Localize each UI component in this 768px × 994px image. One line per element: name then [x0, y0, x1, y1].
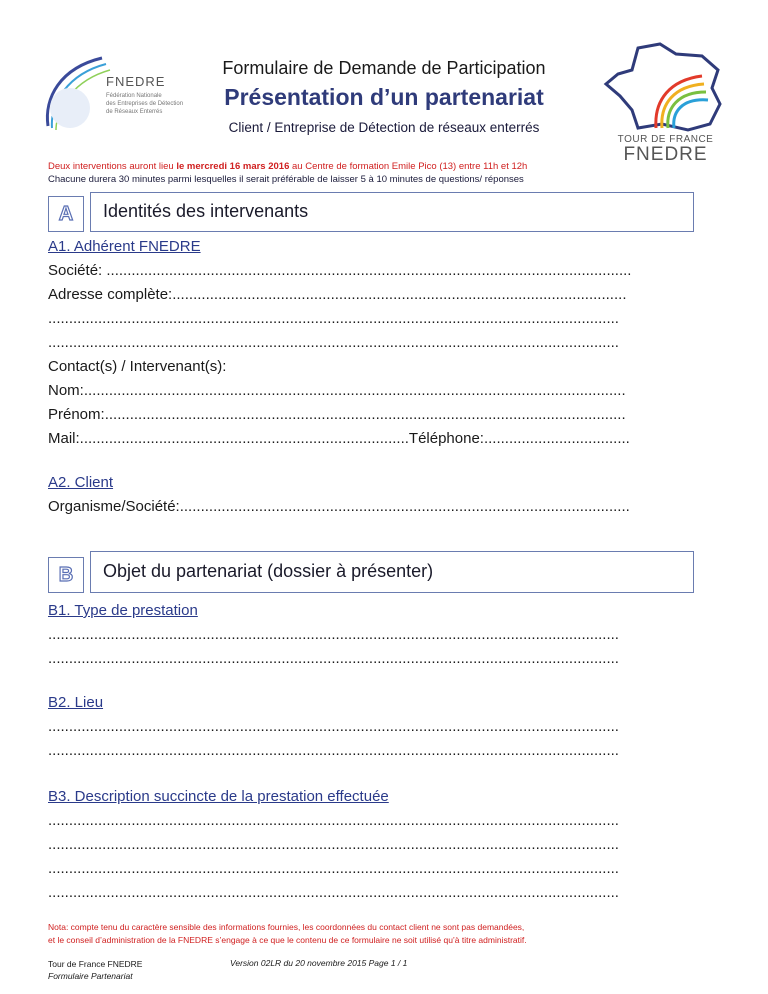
b3-line-2[interactable]: .........................................................................................................................................: [48, 836, 619, 853]
footer-version: Version 02LR du 20 novembre 2015 Page 1 / 1: [230, 958, 408, 968]
b3-line-3[interactable]: .........................................................................................................................................: [48, 860, 619, 877]
b1-line-2[interactable]: .........................................................................................................................................: [48, 650, 619, 667]
adresse-line-3[interactable]: .........................................................................................................................................: [48, 334, 619, 351]
adresse-line-2[interactable]: .........................................................................................................................................: [48, 310, 619, 327]
logo-tagline: Fédération Nationale des Entreprises de Détection de Réseaux Enterrés: [106, 93, 184, 115]
section-a-letter: A: [48, 196, 84, 232]
event-notice: Deux interventions auront lieu le mercredi 16 mars 2016 au Centre de formation Emile Pico (13) entre 11h et 12h Chacune durera 30 minutes parmi lesquelles il serait préférable de laisser 5 à 10 minutes de questions/ réponses: [48, 161, 528, 185]
b1-line-1[interactable]: .........................................................................................................................................: [48, 626, 619, 643]
footer-doc: Formulaire Partenariat: [48, 971, 133, 981]
confidentiality-note: Nota: compte tenu du caractère sensible des informations fournies, les coordonnées du contact client ne sont pas demandées, et le conseil d’administration de la FNEDRE s’engage à ce que le contenu de ce formulaire ne soit utilisé qu’à titre administratif.: [48, 922, 527, 945]
logo-line-2: FNEDRE: [623, 144, 708, 165]
b2-line-1[interactable]: .........................................................................................................................................: [48, 718, 619, 735]
b3-line-1[interactable]: .........................................................................................................................................: [48, 812, 619, 829]
b3-heading: B3. Description succincte de la prestation effectuée: [48, 788, 389, 805]
footer-left: [48, 958, 142, 982]
event-date: le mercredi 16 mars 2016: [176, 161, 290, 172]
section-a-title: Identités des intervenants: [90, 192, 694, 232]
footer-org: Tour de France FNEDRE: [48, 959, 143, 969]
section-b-title: Objet du partenariat (dossier à présenter): [90, 551, 694, 593]
a2-heading: A2. Client: [48, 474, 114, 491]
societe-field[interactable]: Société: ..............................................................................................................................: [48, 262, 632, 279]
section-b-letter: B: [48, 557, 84, 593]
logo-brand: FNEDRE: [106, 74, 166, 89]
adresse-field[interactable]: Adresse complète:.............................................................................................................: [48, 286, 627, 303]
form-subtitle: Présentation d’un partenariat: [224, 84, 544, 110]
b1-heading: B1. Type de prestation: [48, 602, 198, 619]
organisme-field[interactable]: Organisme/Société:............................................................................................................: [48, 498, 630, 515]
b2-heading: B2. Lieu: [48, 694, 104, 711]
nom-field[interactable]: Nom:..................................................................................................................................: [48, 382, 626, 399]
logo-line-1: TOUR DE FRANCE: [617, 134, 714, 145]
form-title: Formulaire de Demande de Participation: [222, 58, 546, 78]
form-caption: Client / Entreprise de Détection de réseaux enterrés: [228, 120, 540, 135]
b3-line-4[interactable]: .........................................................................................................................................: [48, 884, 619, 901]
a1-heading: A1. Adhérent FNEDRE: [48, 238, 201, 255]
contacts-label: Contact(s) / Intervenant(s):: [48, 358, 227, 375]
prenom-field[interactable]: Prénom:.............................................................................................................................: [48, 406, 626, 423]
b2-line-2[interactable]: .........................................................................................................................................: [48, 742, 619, 759]
mail-telephone-field[interactable]: Mail:...............................................................................Téléphone:...................................: [48, 430, 630, 447]
